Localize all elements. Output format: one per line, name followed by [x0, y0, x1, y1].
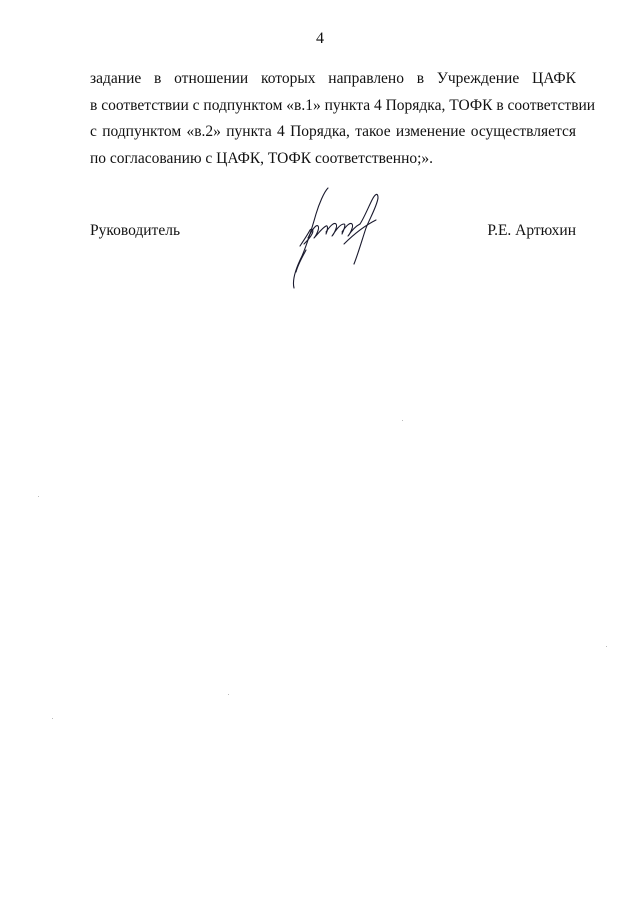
paragraph-line: по согласованию с ЦАФК, ТОФК соответственно;». [90, 149, 434, 167]
scan-speck [38, 496, 39, 497]
scan-speck [228, 694, 229, 695]
body-paragraph [90, 66, 596, 172]
scan-speck [402, 420, 403, 421]
scan-speck [52, 718, 53, 719]
signatory-name: Р.Е. Артюхин [487, 222, 576, 239]
paragraph-line: задание в отношении которых направлено в Учреждение ЦАФК [90, 70, 576, 87]
paragraph-line: с подпунктом «в.2» пункта 4 Порядка, такое изменение осуществляется [90, 123, 576, 140]
paragraph-line: в соответствии с подпунктом «в.1» пункта 4 Порядка, ТОФК в соответствии [90, 96, 596, 114]
handwritten-signature-icon [282, 184, 392, 294]
signatory-title: Руководитель [90, 222, 181, 239]
scan-speck [606, 646, 607, 647]
page-number: 4 [316, 30, 324, 47]
